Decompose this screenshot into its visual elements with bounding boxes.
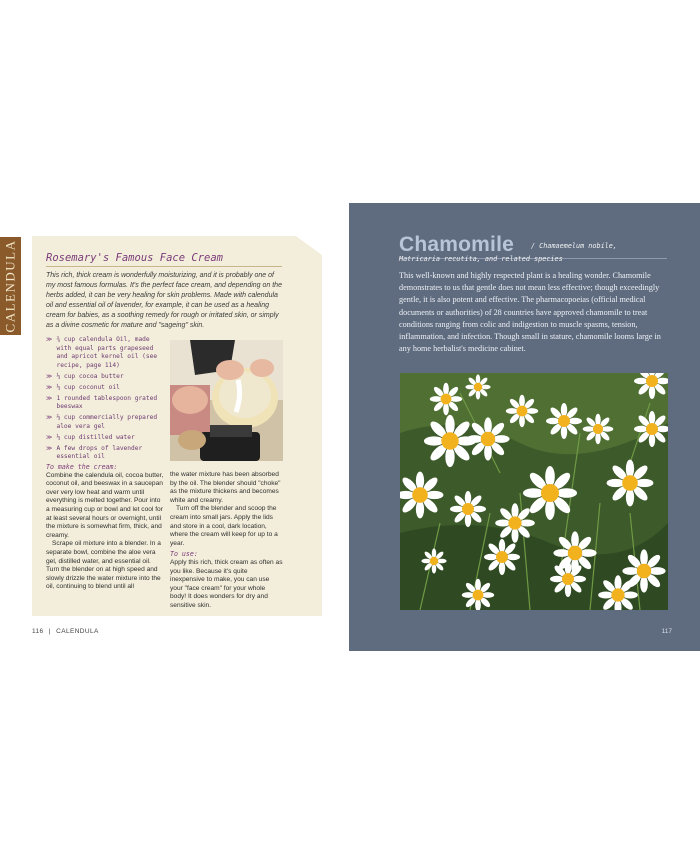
title-rule	[46, 266, 282, 267]
make-heading: To make the cream:	[46, 463, 118, 471]
running-head: CALENDULA	[56, 628, 99, 635]
folio-right: 117	[661, 628, 672, 635]
ingredient-item: ≫ ⅔ cup commercially prepared aloe vera gel	[46, 414, 158, 430]
instruction-paragraph: Turn off the blender and scoop the cream into small jars. Apply the lids and store in a cool, dark location, where the cream will keep for up to a year.	[170, 505, 278, 547]
section-tab	[0, 237, 21, 335]
arrow-icon: ≫	[46, 336, 53, 343]
instruction-paragraph: Combine the calendula oil, cocoa butter, coconut oil, and beeswax in a saucepan over very low heat and warm until everything is melted together. Pour into a measuring cup or bowl and let cool for at least several hours or overnight, until the mixture is somewhat firm, thick, and creamy.	[46, 471, 164, 539]
page-number: 116	[32, 628, 44, 635]
recipe-title: Rosemary's Famous Face Cream	[46, 252, 224, 264]
arrow-icon: ≫	[46, 414, 53, 421]
arrow-icon: ≫	[46, 433, 53, 441]
chamomile-photo	[400, 373, 668, 610]
instructions-column-2	[170, 471, 283, 611]
book-spread	[0, 203, 700, 651]
ingredient-item: ≫ 1 rounded tablespoon grated beeswax	[46, 394, 158, 410]
ingredient-item: ≫ A few drops of lavender essential oil	[46, 444, 143, 460]
plant-description: This well-known and highly respected plant is a healing wonder. Chamomile demonstrates to us that gentle does not mean less effective; though exceedingly gentle, it is also potent and effective. The pharmacopoeias (official medical documents or authorities) of 28 countries have approved chamomile to treat conditions ranging from colic and indigestion to muscle spasms, tension, inflammation, and infection. Though small in stature, chamomile looms large in any home herbalist's medicine cabinet.	[399, 271, 661, 354]
scientific-name: / Chamaemelum nobile,	[531, 242, 617, 250]
instruction-paragraph: Scrape oil mixture into a blender. In a separate bowl, combine the aloe vera gel, distilled water, and essential oil. Turn the blender on at high speed and slowly drizzle the water mixture into the oil, continuing to blend until all	[46, 540, 161, 591]
arrow-icon: ≫	[46, 394, 53, 402]
use-heading: To use:	[170, 550, 198, 559]
right-page	[349, 203, 700, 651]
ingredient-item: ≫ ⅓ cup coconut oil	[46, 383, 120, 391]
ingredient-list	[46, 336, 164, 464]
chamomile-flowers-illustration	[400, 373, 668, 610]
instructions-column-1	[46, 463, 164, 592]
instruction-paragraph: the water mixture has been absorbed by the oil. The blender should "choke" as the mixture thickens and becomes white and creamy.	[170, 471, 281, 504]
scientific-name-continued: Matricaria recutita, and related species	[399, 255, 563, 263]
plant-title: Chamomile	[399, 233, 514, 256]
arrow-icon: ≫	[46, 383, 53, 391]
section-tab-label: CALENDULA	[2, 239, 18, 333]
ingredient-item: ≫ ⅓ cup distilled water	[46, 433, 135, 441]
left-page	[0, 203, 349, 651]
arrow-icon: ≫	[46, 372, 53, 380]
recipe-photo	[170, 340, 283, 461]
blender-photo-illustration	[170, 340, 283, 461]
arrow-icon: ≫	[46, 444, 53, 452]
folio-left: 116 | CALENDULA	[32, 628, 99, 635]
ingredient-item: ≫ ⅓ cup cocoa butter	[46, 372, 124, 380]
recipe-intro: This rich, thick cream is wonderfully moisturizing, and it is probably one of my most famous formulas. It's the perfect face cream, and depending on the herbs added, it can be very healing for skin problems. Made with calendula oil and essential oil of lavender, for example, it can be used as a healing cream for babies, as a soothing remedy for rough or irritated skin, or simply as a divine cosmetic for mature and "sageing" skin.	[46, 272, 282, 329]
use-paragraph: Apply this rich, thick cream as often as you like. Because it's quite inexpensive to make, you can use your "face cream" for your whole body! It does wonders for dry and sensitive skin.	[170, 558, 283, 609]
ingredient-item: ≫ ¾ cup calendula Oil, made with equal parts grapeseed and apricot kernel oil (see recipe, page 114)	[46, 336, 158, 369]
